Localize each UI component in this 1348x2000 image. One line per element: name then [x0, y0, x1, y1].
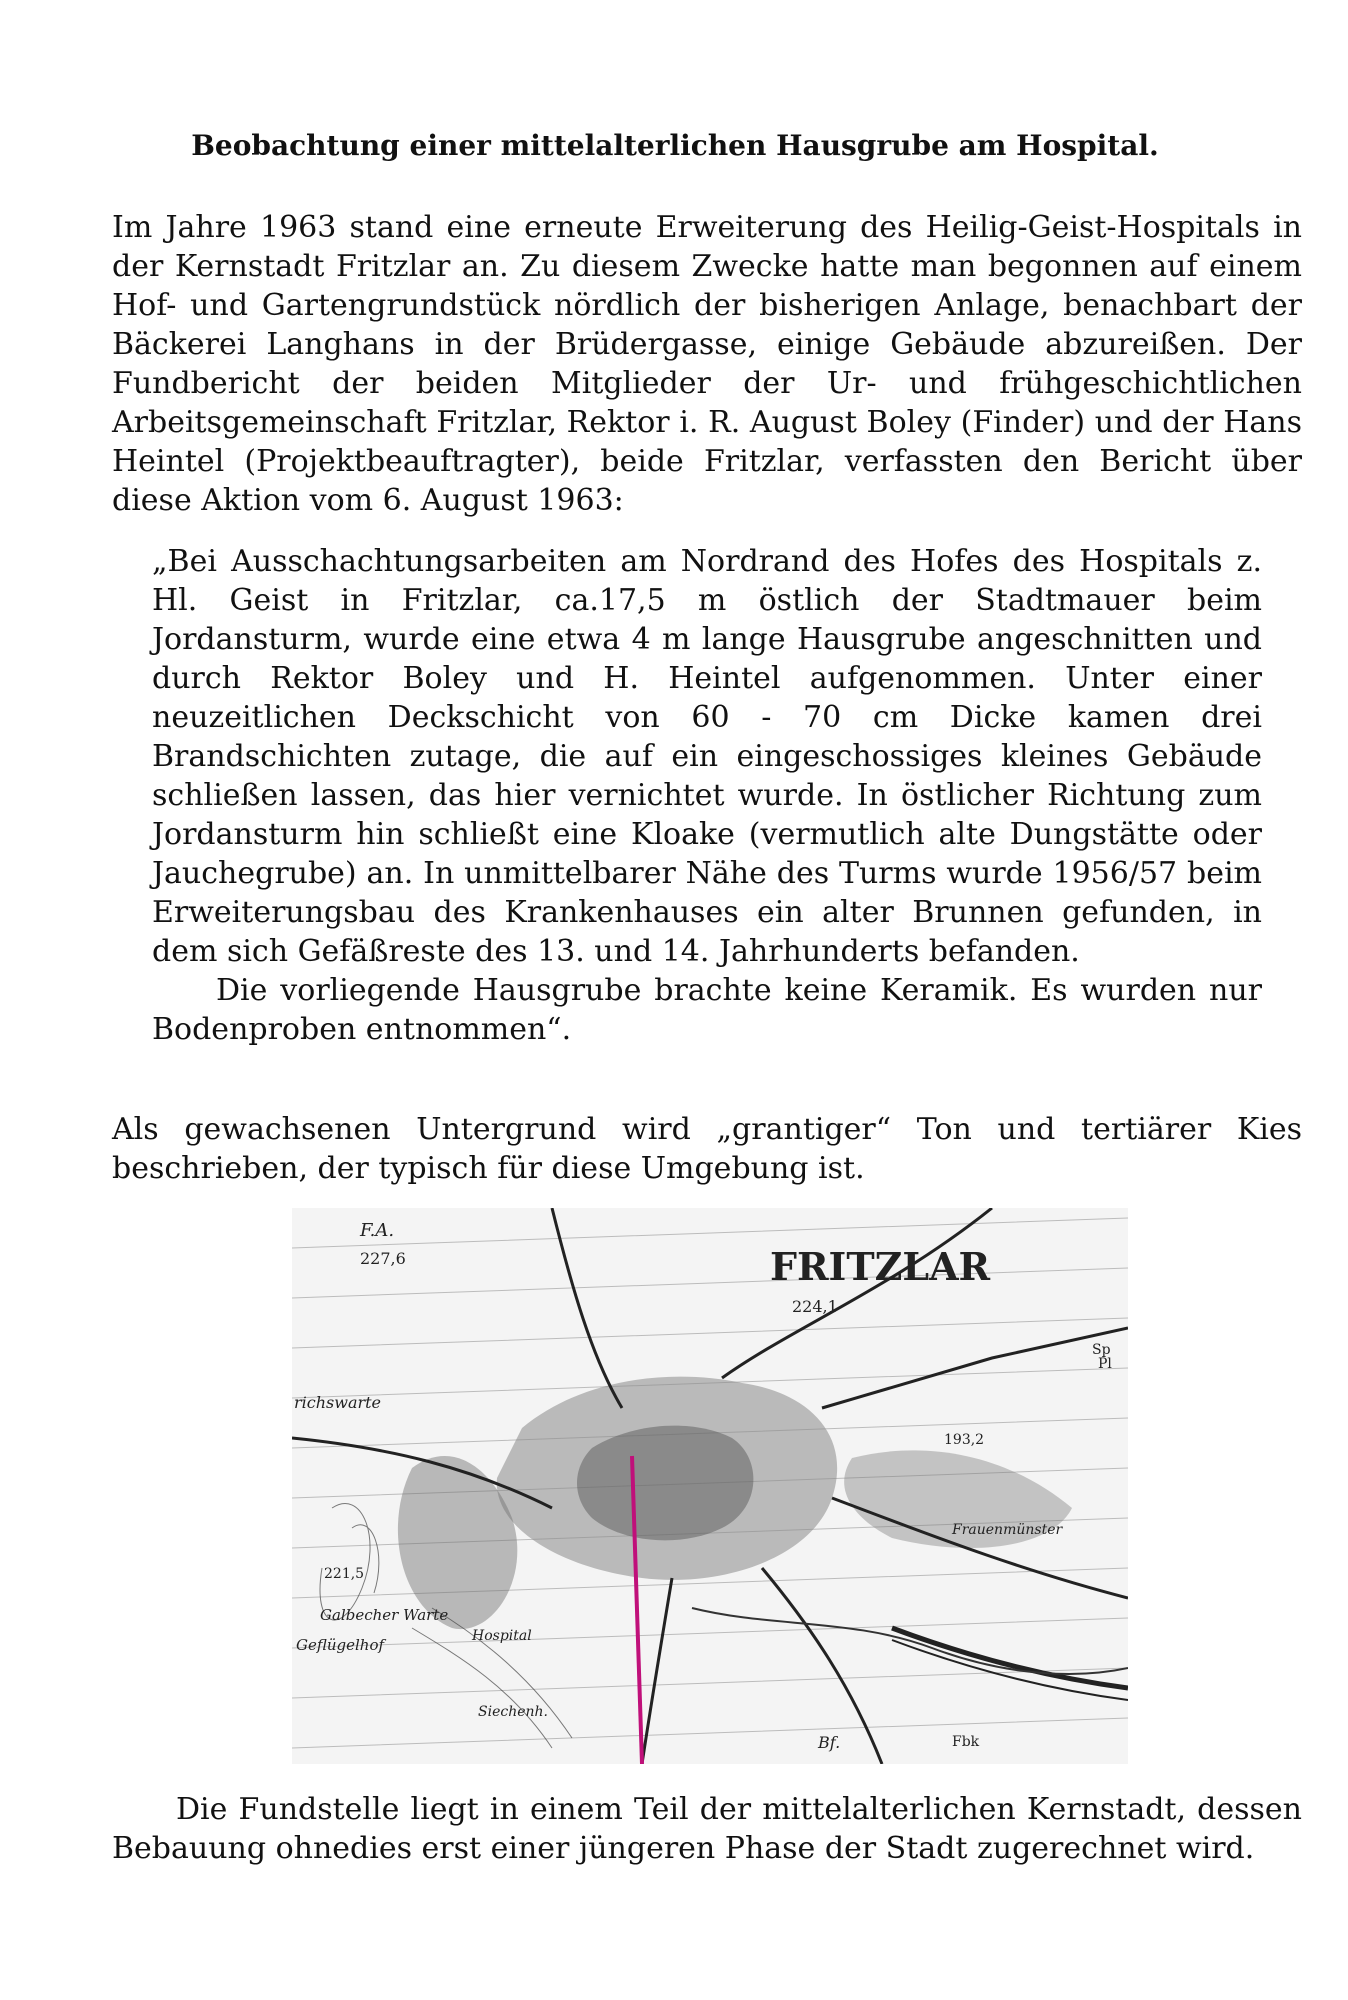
- map-label-richswarte: richswarte: [294, 1393, 382, 1412]
- map-label-193: 193,2: [944, 1432, 985, 1448]
- closing-paragraph: Die Fundstelle liegt in einem Teil der mittelalterlichen Kernstadt, dessen Bebauung ohnedies erst einer jüngeren Phase der Stadt zugerechnet wird.: [112, 1792, 1302, 1866]
- map-label-galbecher-warte: Galbecher Warte: [320, 1606, 449, 1624]
- quote-paragraph-2: Die vorliegende Hausgrube brachte keine Keramik. Es wurden nur Bodenproben entnommen“.: [152, 973, 1262, 1047]
- map-town-label: FRITZLAR: [770, 1244, 991, 1289]
- subsoil-paragraph: Als gewachsenen Untergrund wird „grantiger“ Ton und tertiärer Kies beschrieben, der typisch für diese Umgebung ist.: [112, 1112, 1302, 1186]
- map-label-frauenmuenster: Frauenmünster: [952, 1522, 1063, 1538]
- map-label-siechenhaus: Siechenh.: [478, 1704, 548, 1720]
- document-title: Beobachtung einer mittelalterlichen Hausgrube am Hospital.: [191, 129, 1159, 162]
- quote-paragraph-1: „Bei Ausschachtungsarbeiten am Nordrand des Hofes des Hospitals z. Hl. Geist in Fritzlar, ca.17,5 m östlich der Stadtmauer beim Jordansturm, wurde eine etwa 4 m lange Hausgrube angeschnitten und durch Rektor Boley und H. Heintel aufgenommen. Unter einer neuzeitlichen Deckschicht von 60 - 70 cm Dicke kamen drei Brandschichten zutage, die auf ein eingeschossiges kleines Gebäude schließen lassen, das hier vernichtet wurde. In östlicher Richtung zum Jordansturm hin schließt eine Kloake (vermutlich alte Dungstätte oder Jauchegrube) an. In unmittelbarer Nähe des Turms wurde 1956/57 beim Erweiterungsbau des Krankenhauses ein alter Brunnen gefunden, in dem sich Gefäßreste des 13. und 14. Jahrhunderts befanden.: [152, 544, 1262, 969]
- map-label-gefluegelhof: Geflügelhof: [296, 1636, 385, 1654]
- map-drawing: [292, 1208, 1128, 1764]
- map-label-pl: Pl: [1098, 1356, 1112, 1372]
- intro-paragraph: Im Jahre 1963 stand eine erneute Erweiterung des Heilig-Geist-Hospitals in der Kernstadt Fritzlar an. Zu diesem Zwecke hatte man begonnen auf einem Hof- und Gartengrundstück nördlich der bisherigen Anlage, benachbart der Bäckerei Langhans in der Brüdergasse, einige Gebäude abzureißen. Der Fundbericht der beiden Mitglieder der Ur- und frühgeschichtlichen Arbeitsgemeinschaft Fritzlar, Rektor i. R. August Boley (Finder) und der Hans Heintel (Projektbeauftragter), beide Fritzlar, verfassten den Bericht über diese Aktion vom 6. August 1963:: [112, 210, 1302, 518]
- quote-paragraph: [152, 542, 1262, 1049]
- map-label-sp: Sp: [1092, 1342, 1111, 1358]
- fritzlar-map: [292, 1208, 1128, 1764]
- map-label-fa: F.A.: [360, 1220, 395, 1241]
- map-label-hospital: Hospital: [472, 1628, 532, 1644]
- map-label-fbk: Fbk: [952, 1734, 980, 1750]
- map-label-227: 227,6: [360, 1249, 406, 1268]
- map-label-224: 224,1: [792, 1297, 838, 1316]
- map-label-bahnhof: Bf.: [818, 1733, 841, 1752]
- map-label-221: 221,5: [324, 1566, 365, 1582]
